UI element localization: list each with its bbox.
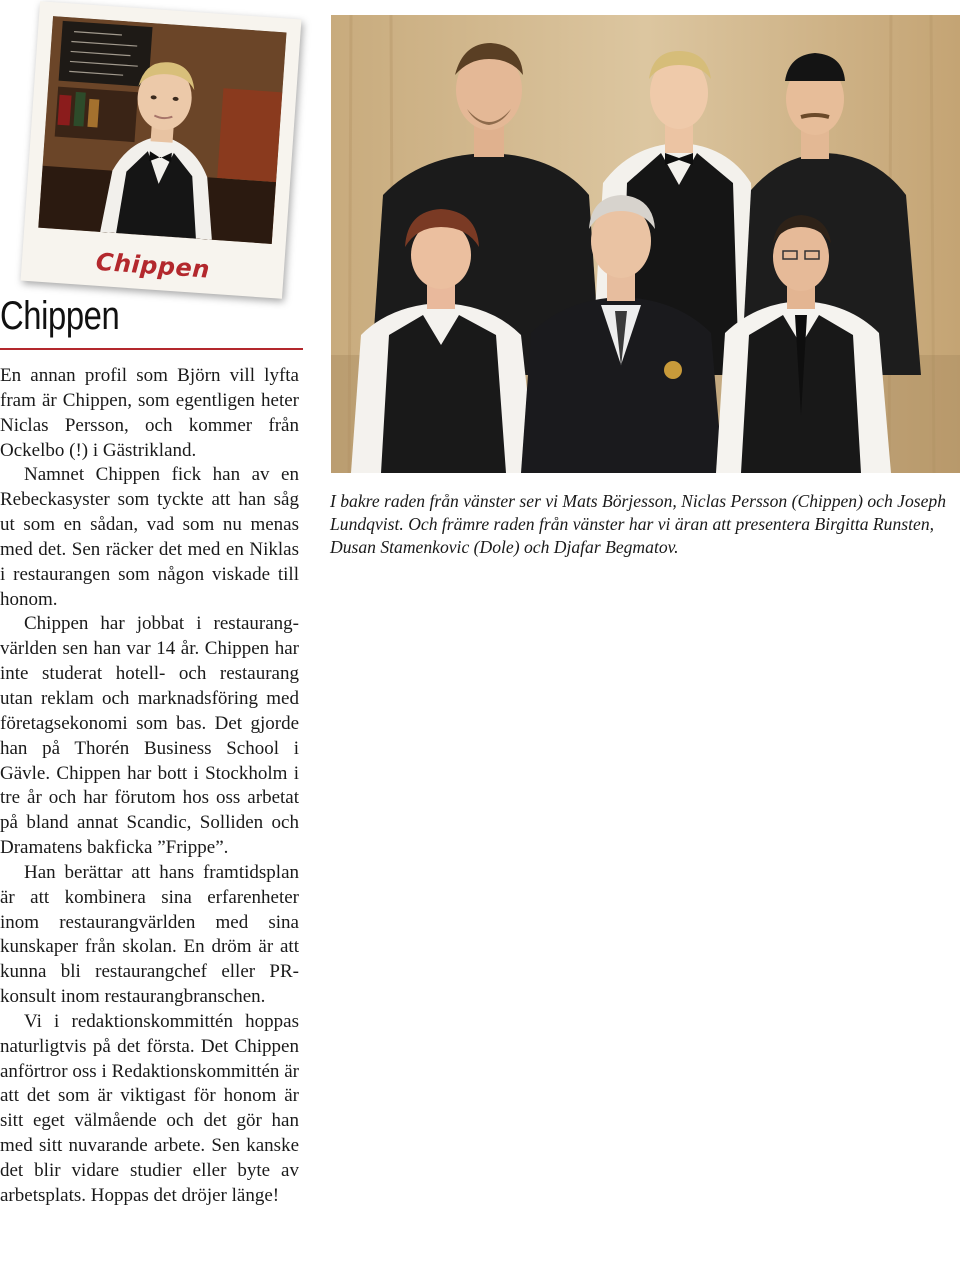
group-illustration <box>331 15 960 473</box>
photo-caption: I bakre raden från vänster ser vi Mats Börjesson, Niclas Persson (Chippen) och Joseph Lundqvist. Och främre raden från vänster har vi äran att presentera Birgitta Runsten, Dusan Stamenkovic (Dole) och Djafar Begmatov. <box>330 491 947 557</box>
group-photo <box>331 15 960 473</box>
heading-rule <box>0 348 303 350</box>
polaroid-photo <box>21 1 302 299</box>
portrait-photo <box>38 16 286 244</box>
paragraph-3: Chippen har jobbat i restaurangvärlden sen han var 14 år. Chippen har inte studerat hotell- och restaurang utan reklam och marknadsföring med företagsekonomi som bas. Det gjorde han på Thorén Business School i Gävle. Chippen har bott i Stockholm i tre år och har förutom hos oss arbetat på bland annat Scandic, Solliden och Dramatens bakficka ”Frippe”. <box>0 613 299 859</box>
paragraph-1: En annan profil som Björn vill lyfta fram är Chippen, som egentligen heter Niclas Persson, och kommer från Ockelbo (!) i Gästrikland. <box>0 365 299 461</box>
article-body <box>0 364 299 1209</box>
paragraph-2: Namnet Chippen fick han av en Rebeckasyster som tyckte att han såg ut som en sådan, vad som nu menas med det. Sen räcker det med en Niklas i restaurangen som någon viskade till honom. <box>0 464 299 610</box>
paragraph-5: Vi i redaktionskommittén hoppas naturligtvis på det första. Det Chippen anförtror oss i Redaktionskommittén är att det som är viktigast för honom är sitt eget välmående och det gör han med sitt nuvarande arbete. Sen kanske det blir vidare studier eller byte av arbetsplats. Hoppas det dröjer länge! <box>0 1010 299 1206</box>
paragraph-4: Han berättar att hans framtidsplan är att kombinera sina erfarenheter inom restaurangvärlden med sina kunskaper från skolan. En dröm är att kunna bli restaurangchef eller PR-konsult inom restaurangbranschen. <box>0 861 299 1008</box>
polaroid-caption: Chippen <box>94 247 211 284</box>
article-heading: Chippen <box>0 294 120 338</box>
portrait-illustration <box>38 16 286 244</box>
